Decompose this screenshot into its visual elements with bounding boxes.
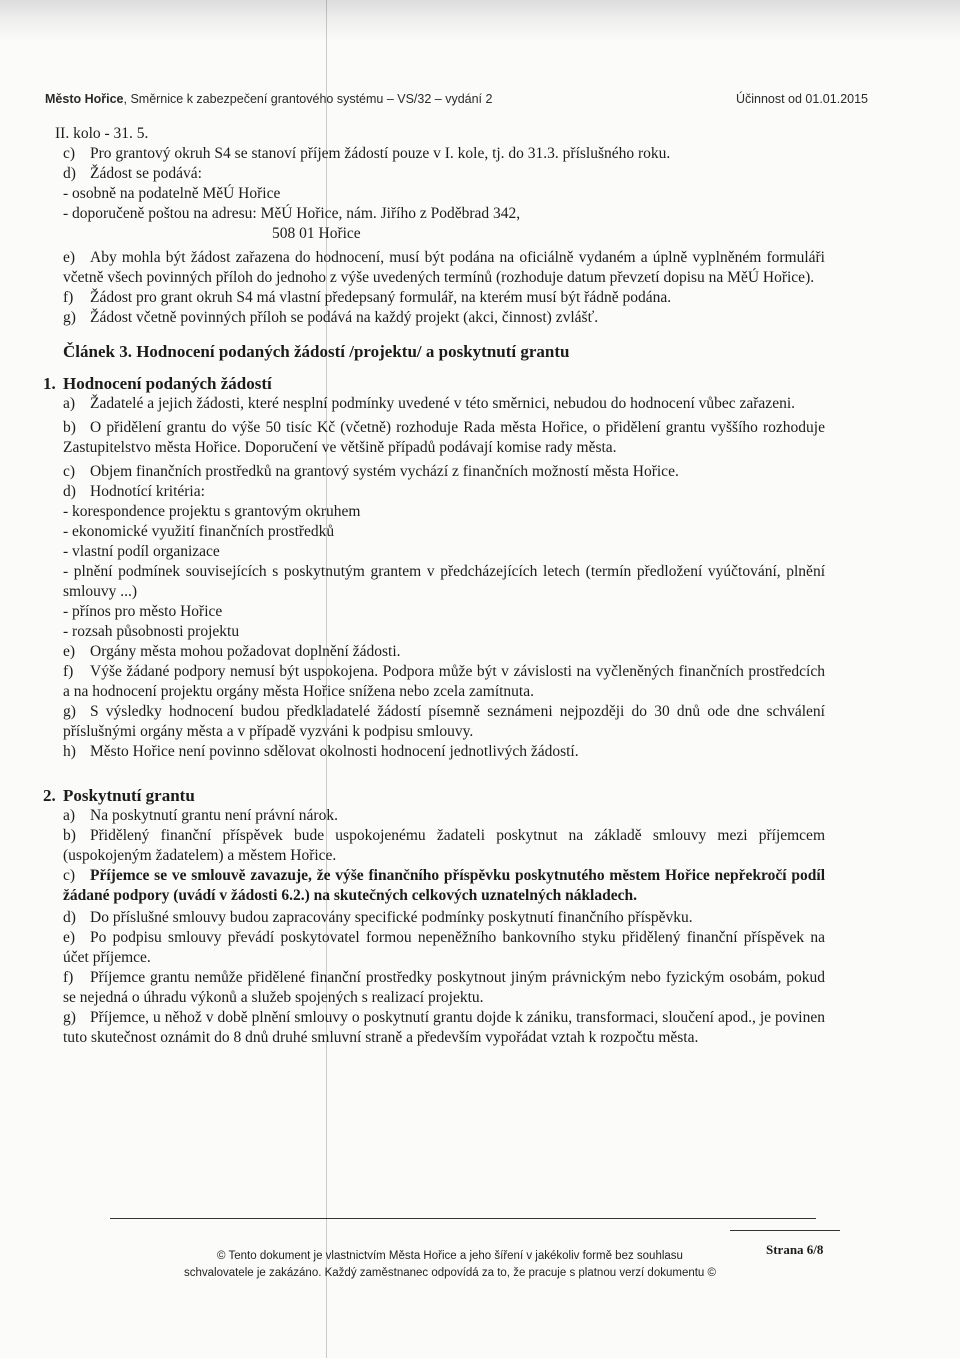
submit-option: - osobně na podatelně MěÚ Hořice [63, 185, 281, 202]
criteria-item: - rozsah působnosti projektu [63, 623, 240, 640]
header-effective-date: Účinnost od 01.01.2015 [735, 92, 868, 106]
section1-item: g) S výsledky hodnocení budou předkladatelé žádostí písemně seznámeni nejpozději do 30 dnů ode dne schválení příslušnými orgány města a v případě vyzváni k podpisu smlouvy. [63, 703, 825, 740]
section1-item: f) Výše žádané podpory nemusí být uspokojena. Podpora může být v závislosti na vyčleněných finančních prostředcích a na hodnocení projektu orgány města Hořice snížena nebo zcela zamítnuta. [63, 663, 825, 700]
section1-item: b) O přidělení grantu do výše 50 tisíc Kč (včetně) rozhoduje Rada města Hořice, o přidělení grantu vyššího rozhoduje Zastupitelstvo města Hořice. Doporučení ve většině případů podávají komise rady města. [63, 419, 825, 456]
page-header [45, 92, 868, 106]
section2-item: g) Příjemce, u něhož v době plnění smlouvy o poskytnutí grantu dojde k zániku, transformaci, sloučení apod., je povinen tuto skutečnost oznámit do 8 dnů druhé smluvní straně a především vypořádat vztah k rozpočtu města. [63, 1009, 825, 1046]
section1-item: c) Objem finančních prostředků na grantový systém vychází z finančních možností města Hořice. [63, 463, 679, 480]
section2-item: a) Na poskytnutí grantu není právní nárok. [63, 807, 338, 824]
document-body [43, 124, 825, 1048]
page-number: Strana 6/8 [766, 1242, 824, 1257]
page-footer [150, 1248, 750, 1282]
submit-option: - doporučeně poštou na adresu: MěÚ Hořice, nám. Jiřího z Poděbrad 342, [63, 205, 521, 222]
section2-item: b) Přidělený finanční příspěvek bude uspokojenému žadateli poskytnut na základě smlouvy mezi příjemcem (uspokojeným žadatelem) a městem Hořice. [63, 827, 825, 864]
address-line: 508 01 Hořice [272, 225, 361, 242]
criteria-item: - ekonomické využití finančních prostředků [63, 523, 335, 540]
footer-divider-short [730, 1230, 840, 1231]
section1-item: h) Město Hořice není povinno sdělovat okolnosti hodnocení jednotlivých žádostí. [63, 743, 579, 760]
header-left: Město Hořice, Směrnice k zabezpečení grantového systému – VS/32 – vydání 2 [45, 92, 493, 106]
criteria-item: - korespondence projektu s grantovým okruhem [63, 503, 361, 520]
section-heading: 1. Hodnocení podaných žádostí [43, 374, 272, 393]
footer-divider [110, 1218, 816, 1219]
intro-item-e: e) Aby mohla být žádost zařazena do hodnocení, musí být podána na oficiálně vydaném a úplně vyplněném formuláři včetně všech povinných příloh do jednoho z výše uvedených termínů (rozhoduje datum převzetí dopisu na MěÚ Hořice). [63, 249, 825, 286]
section2-item: d) Do příslušné smlouvy budou zapracovány specifické podmínky poskytnutí finančního příspěvku. [63, 909, 693, 926]
intro-item-f: f) Žádost pro grant okruh S4 má vlastní předepsaný formulář, na kterém musí být řádně podána. [63, 289, 672, 306]
round-deadline: II. kolo - 31. 5. [55, 125, 149, 142]
section2-item: c) Příjemce se ve smlouvě zavazuje, že výše finančního příspěvku poskytnutého městem Hořice nepřekročí podíl žádané podpory (uvádí v žádosti 6.2.) na skutečných celkových uznatelných nákladech. [63, 867, 825, 904]
article-title: Článek 3. Hodnocení podaných žádostí /projektu/ a poskytnutí grantu [63, 342, 570, 361]
scan-top-shadow [0, 0, 960, 42]
criteria-item: - plnění podmínek souvisejících s poskytnutým grantem v předcházejících letech (termín předložení vyúčtování, plnění smlouvy ...) [63, 563, 825, 600]
intro-item-g: g) Žádost včetně povinných příloh se podává na každý projekt (akci, činnost) zvlášť. [63, 309, 599, 326]
section2-item: e) Po podpisu smlouvy převádí poskytovatel formou nepeněžního bankovního styku přidělený finanční příspěvek na účet příjemce. [63, 929, 825, 966]
section1-item: e) Orgány města mohou požadovat doplnění žádosti. [63, 643, 401, 660]
section2-item: f) Příjemce grantu nemůže přidělené finanční prostředky poskytnout jiným právnickým nebo fyzickým osobám, pokud se nejedná o úhradu výkonů a služeb spojených s realizací projektu. [63, 969, 825, 1006]
copyright-line: schvalovatele je zakázáno. Každý zaměstnanec odpovídá za to, že pracuje s platnou verzí dokumentu © [183, 1267, 717, 1279]
section1-item: a) Žadatelé a jejich žádosti, které nesplní podmínky uvedené v této směrnici, nebudou do hodnocení vůbec zařazeni. [63, 395, 796, 412]
intro-item-d: d) Žádost se podává: [63, 165, 202, 182]
copyright-line: © Tento dokument je vlastnictvím Města Hořice a jeho šíření v jakékoliv formě bez souhlasu [217, 1250, 683, 1262]
section-heading: 2. Poskytnutí grantu [43, 786, 195, 805]
criteria-item: - vlastní podíl organizace [63, 543, 220, 560]
section1-item: d) Hodnotící kritéria: [63, 483, 205, 500]
intro-item-c: c) Pro grantový okruh S4 se stanoví příjem žádostí pouze v I. kole, tj. do 31.3. příslušného roku. [63, 145, 671, 162]
criteria-item: - přínos pro město Hořice [63, 603, 223, 620]
